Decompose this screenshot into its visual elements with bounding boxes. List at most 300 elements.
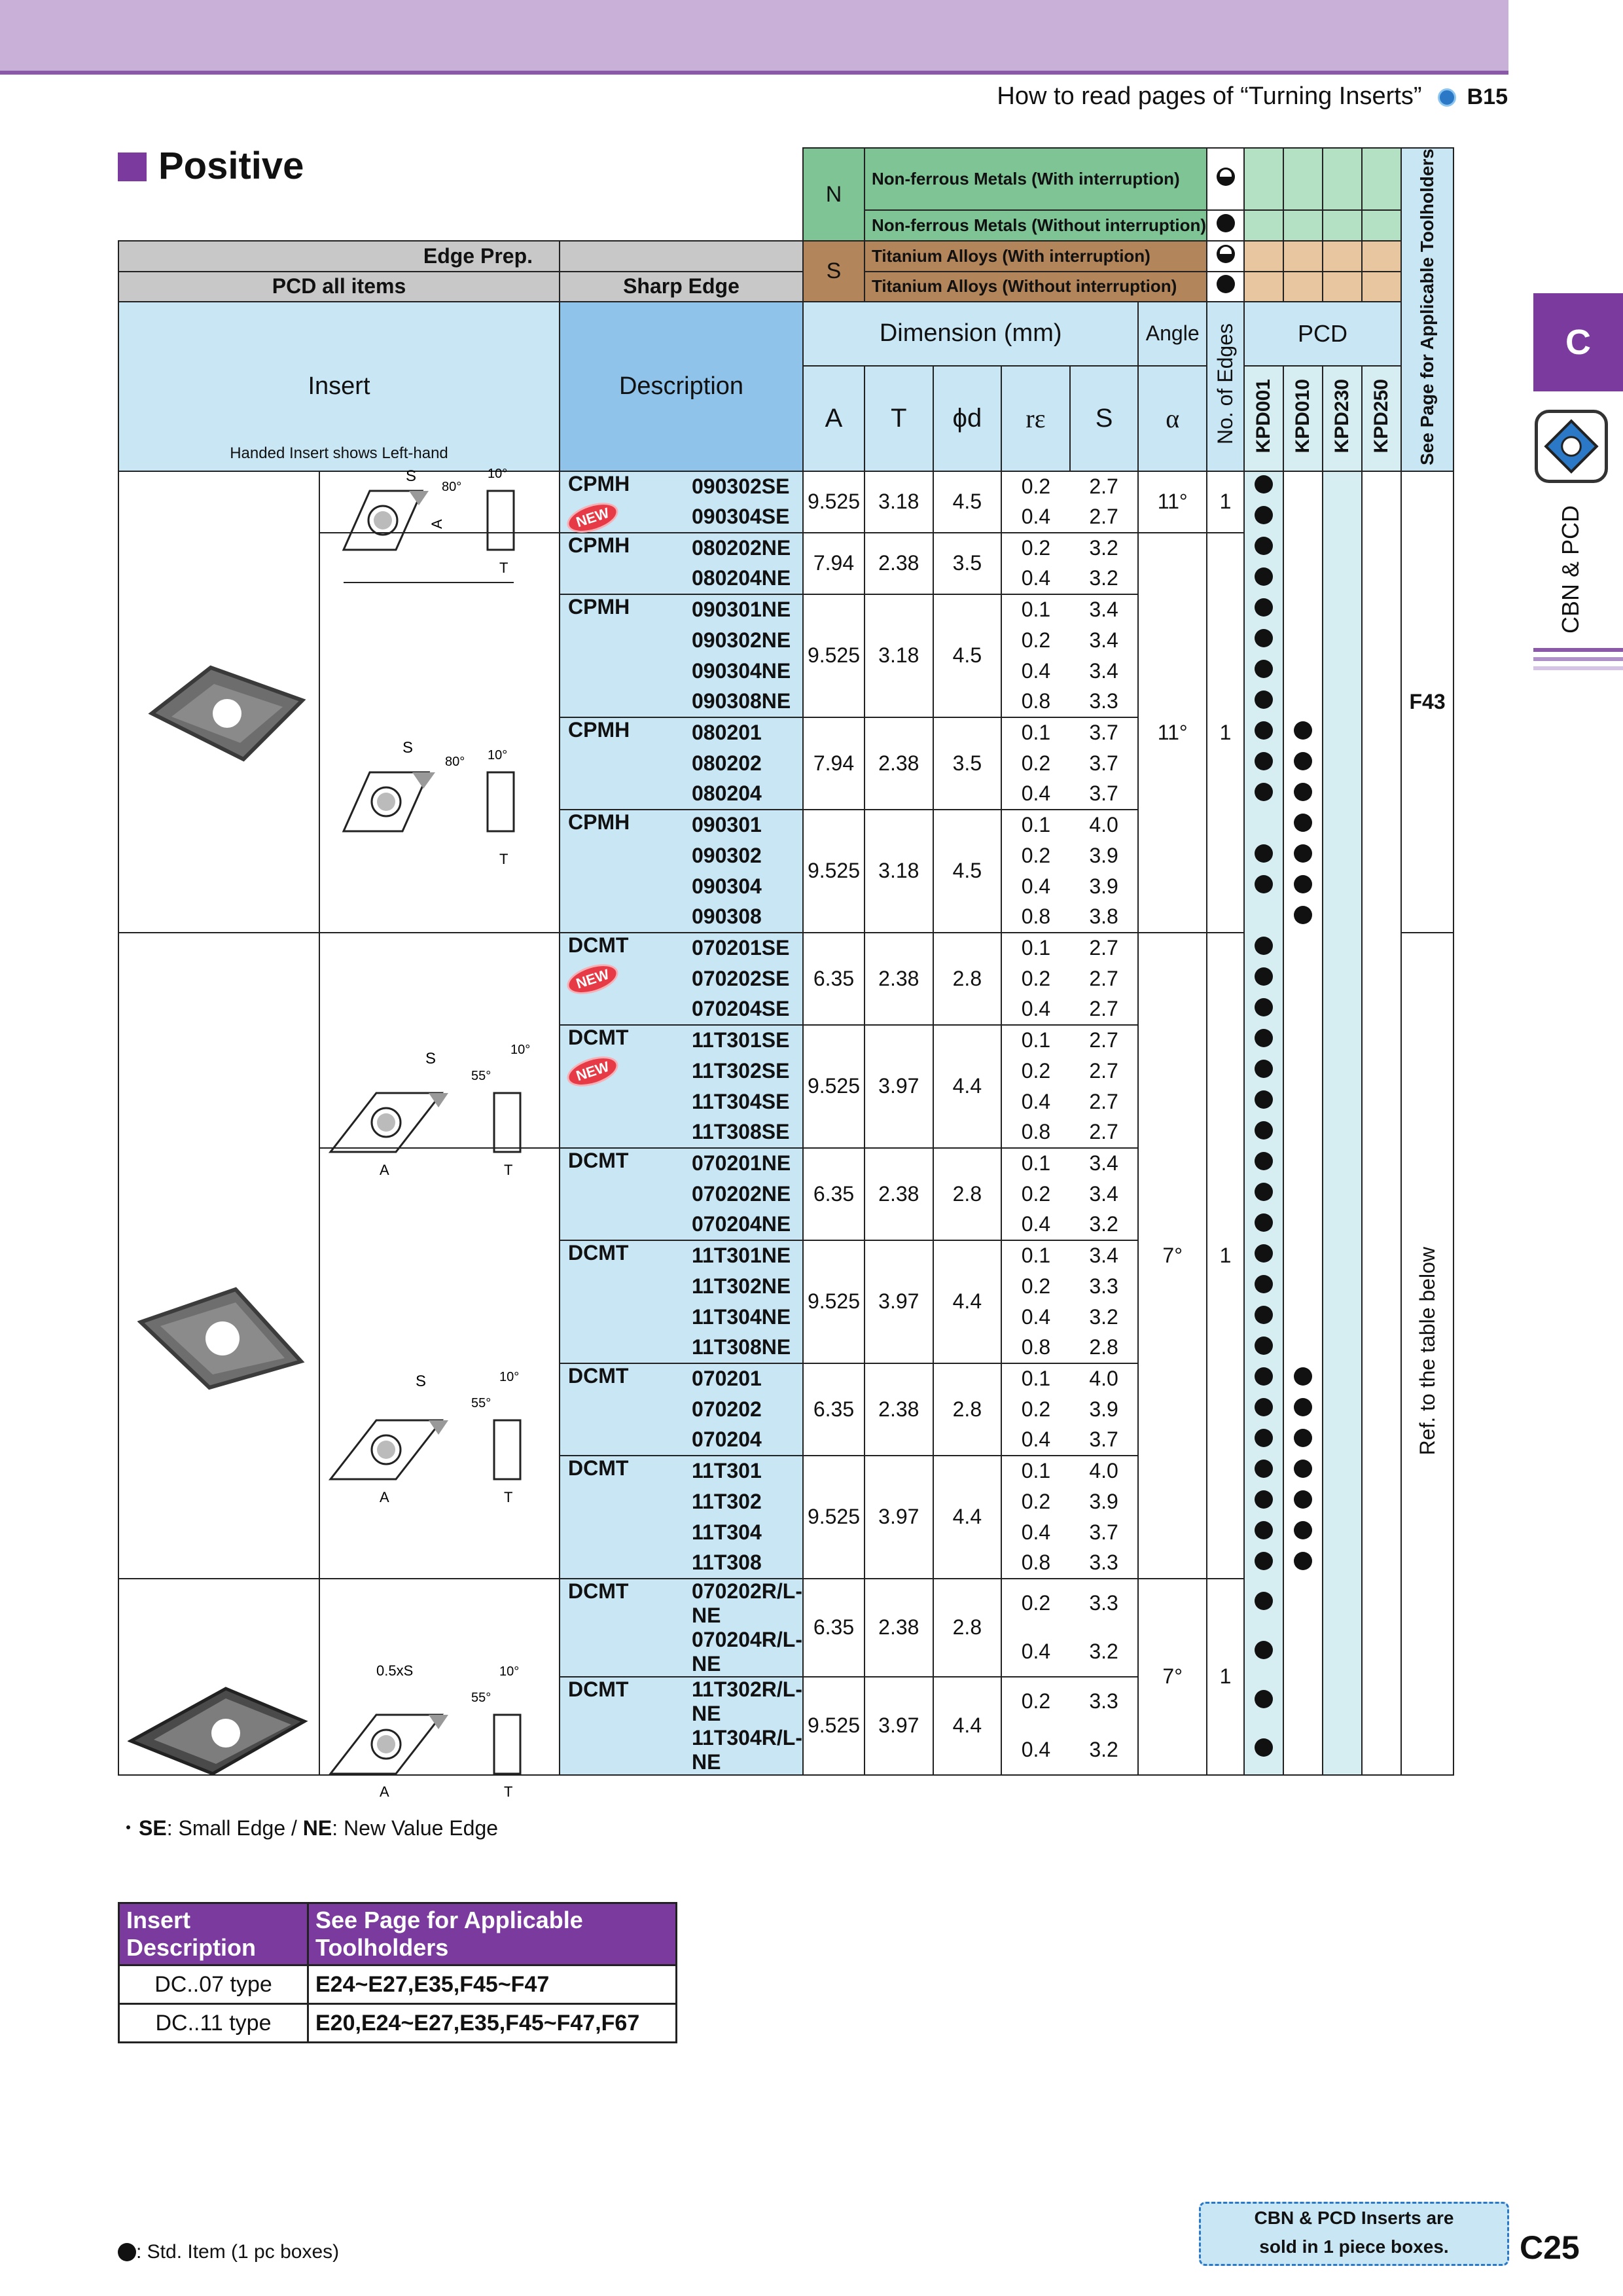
full-dot-icon xyxy=(1255,998,1273,1016)
series-cell xyxy=(560,902,684,933)
grade-cell xyxy=(1323,1333,1362,1363)
code-cell: 070201NE xyxy=(684,1148,803,1179)
svg-text:55°: 55° xyxy=(471,1069,491,1083)
grade-cell xyxy=(1362,502,1401,533)
how-to-read-link[interactable] xyxy=(997,82,1508,111)
grade-cell xyxy=(1323,1517,1362,1548)
full-dot-icon xyxy=(1255,1275,1273,1293)
dim-re: 0.4 xyxy=(1001,994,1070,1025)
grade-cell xyxy=(1283,779,1323,810)
full-dot-icon xyxy=(1294,721,1312,740)
grade-cell xyxy=(1323,471,1362,502)
dim-s: 3.7 xyxy=(1070,1517,1139,1548)
series-cell xyxy=(560,1726,684,1775)
grade-cell xyxy=(1283,933,1323,963)
ref-insert: DC..11 type xyxy=(119,2004,308,2043)
dim-re: 0.4 xyxy=(1001,779,1070,810)
col-t: T xyxy=(865,366,933,471)
series-cell: CPMH xyxy=(560,810,684,840)
dim-re: 0.4 xyxy=(1001,502,1070,533)
grade-cell xyxy=(1362,1677,1401,1726)
grade-cell xyxy=(1283,1394,1323,1425)
grade-cell xyxy=(1323,1271,1362,1302)
grade-cell xyxy=(1283,1302,1323,1333)
grade-cell xyxy=(1362,1548,1401,1579)
code-cell: 070202R/L-NE xyxy=(684,1579,803,1628)
dim-re: 0.2 xyxy=(1001,1271,1070,1302)
dim-s: 4.0 xyxy=(1070,810,1139,840)
handed-note: Handed Insert shows Left-hand xyxy=(230,444,448,462)
dim-t: 3.97 xyxy=(865,1677,933,1775)
grade-cell xyxy=(1323,840,1362,871)
code-cell: 070204SE xyxy=(684,994,803,1025)
new-badge: NEW xyxy=(566,961,620,998)
drawing-cpmh-ne xyxy=(330,726,546,877)
angle-cell: 7° xyxy=(1138,1579,1207,1775)
series-cell xyxy=(560,840,684,871)
dim-a: 9.525 xyxy=(803,810,865,933)
grade-cell xyxy=(1362,1333,1401,1363)
series-cell: CPMH xyxy=(560,717,684,748)
grade-header: KPD010 xyxy=(1283,366,1323,471)
grade-cell xyxy=(1283,748,1323,779)
grade-cell xyxy=(1323,779,1362,810)
code-cell: 090302SE xyxy=(684,471,803,502)
grade-cell xyxy=(1283,1677,1323,1726)
grade-cell xyxy=(1362,1579,1401,1628)
full-dot-icon xyxy=(1255,1490,1273,1509)
svg-text:55°: 55° xyxy=(471,1691,491,1705)
dim-s: 3.2 xyxy=(1070,1628,1139,1677)
grade-cell xyxy=(1283,1210,1323,1240)
grade-cell xyxy=(1283,1025,1323,1056)
grade-cell xyxy=(1362,994,1401,1025)
dim-re: 0.4 xyxy=(1001,1628,1070,1677)
grade-cell xyxy=(1362,1363,1401,1394)
ref-pages: E24~E27,E35,F45~F47 xyxy=(308,1965,677,2004)
dim-d: 2.8 xyxy=(933,1579,1002,1677)
dim-re: 0.4 xyxy=(1001,1517,1070,1548)
series-cell: DCMT xyxy=(560,1579,684,1628)
grade-cell xyxy=(1362,1302,1401,1333)
full-dot-icon xyxy=(1255,721,1273,740)
grade-cell xyxy=(1323,1548,1362,1579)
dim-re: 0.1 xyxy=(1001,1025,1070,1056)
grade-cell xyxy=(1362,717,1401,748)
material-label: Titanium Alloys (Without interruption) xyxy=(865,272,1207,302)
svg-text:80°: 80° xyxy=(445,755,465,769)
grade-cell xyxy=(1323,810,1362,840)
dim-re: 0.4 xyxy=(1001,1086,1070,1117)
code-cell: 090304 xyxy=(684,871,803,902)
code-cell: 090304NE xyxy=(684,656,803,687)
grade-header: KPD250 xyxy=(1362,366,1401,471)
dim-t: 2.38 xyxy=(865,1148,933,1240)
drawing-cpmh-se xyxy=(330,452,546,596)
code-cell: 090302 xyxy=(684,840,803,871)
dim-a: 6.35 xyxy=(803,1363,865,1456)
full-dot-icon xyxy=(1217,214,1235,232)
code-cell: 090308NE xyxy=(684,687,803,717)
dim-s: 3.8 xyxy=(1070,902,1139,933)
grade-cell xyxy=(1283,564,1323,594)
ref-insert: DC..07 type xyxy=(119,1965,308,2004)
grade-cell xyxy=(1244,1456,1283,1486)
dim-re: 0.4 xyxy=(1001,1726,1070,1775)
code-cell: 070201SE xyxy=(684,933,803,963)
grade-cell xyxy=(1244,810,1283,840)
edge-footnote: ・SE: Small Edge / NE: New Value Edge xyxy=(118,1816,499,1840)
dim-s: 3.3 xyxy=(1070,1548,1139,1579)
svg-text:T: T xyxy=(499,851,508,867)
dim-re: 0.1 xyxy=(1001,1240,1070,1271)
code-cell: 070204NE xyxy=(684,1210,803,1240)
grade-cell xyxy=(1244,656,1283,687)
grade-cell xyxy=(1244,1148,1283,1179)
grade-cell xyxy=(1283,1579,1323,1628)
box-note: CBN & PCD Inserts are sold in 1 piece boxes. xyxy=(1199,2202,1509,2266)
series-cell xyxy=(560,1179,684,1210)
grade-cell xyxy=(1323,1210,1362,1240)
grade-cell xyxy=(1283,1456,1323,1486)
toolholder-ref-table xyxy=(118,1902,677,2043)
grade-cell xyxy=(1244,687,1283,717)
grade-cell xyxy=(1244,1628,1283,1677)
series-cell xyxy=(560,1517,684,1548)
grade-cell xyxy=(1283,871,1323,902)
series-cell: CPMH xyxy=(560,471,684,502)
dim-re: 0.8 xyxy=(1001,687,1070,717)
dim-s: 2.8 xyxy=(1070,1333,1139,1363)
full-dot-icon xyxy=(118,2243,136,2261)
edges-cell: 1 xyxy=(1207,533,1244,933)
full-dot-icon xyxy=(1294,1398,1312,1416)
svg-text:T: T xyxy=(499,560,508,576)
dim-a: 7.94 xyxy=(803,533,865,594)
grade-cell xyxy=(1283,1333,1323,1363)
insert-photo-cell xyxy=(118,933,319,1579)
angle-header: Angle xyxy=(1138,302,1207,367)
material-label: Non-ferrous Metals (With interruption) xyxy=(865,148,1207,210)
full-dot-icon xyxy=(1255,567,1273,586)
series-cell xyxy=(560,687,684,717)
code-cell: 11T301 xyxy=(684,1456,803,1486)
dim-re: 0.1 xyxy=(1001,810,1070,840)
code-cell: 11T302 xyxy=(684,1486,803,1517)
dim-re: 0.2 xyxy=(1001,1179,1070,1210)
partial-dot-icon xyxy=(1217,245,1235,263)
code-cell: 11T304R/L-NE xyxy=(684,1726,803,1775)
dim-s: 2.7 xyxy=(1070,1086,1139,1117)
svg-text:A: A xyxy=(380,1784,389,1800)
grade-cell xyxy=(1323,594,1362,625)
grade-cell xyxy=(1323,1425,1362,1456)
series-cell xyxy=(560,564,684,594)
series-cell xyxy=(560,779,684,810)
svg-text:10°: 10° xyxy=(488,748,508,762)
grade-cell xyxy=(1244,779,1283,810)
dim-re: 0.2 xyxy=(1001,1677,1070,1726)
dim-d: 4.5 xyxy=(933,471,1002,533)
dim-re: 0.1 xyxy=(1001,1456,1070,1486)
full-dot-icon xyxy=(1255,875,1273,893)
grade-cell xyxy=(1283,1056,1323,1086)
grade-cell xyxy=(1283,1117,1323,1148)
grade-cell xyxy=(1244,717,1283,748)
series-cell: DCMT xyxy=(560,1677,684,1726)
dim-re: 0.2 xyxy=(1001,1056,1070,1086)
grade-cell xyxy=(1244,933,1283,963)
grade-cell xyxy=(1362,1726,1401,1775)
dim-t: 3.18 xyxy=(865,810,933,933)
dim-s: 3.2 xyxy=(1070,1726,1139,1775)
dim-re: 0.2 xyxy=(1001,840,1070,871)
dim-re: 0.2 xyxy=(1001,1579,1070,1628)
grade-cell xyxy=(1244,1056,1283,1086)
grade-cell xyxy=(1362,1628,1401,1677)
grade-cell xyxy=(1362,533,1401,564)
code-cell: 090308 xyxy=(684,902,803,933)
angle-cell: 11° xyxy=(1138,471,1207,533)
grade-cell xyxy=(1244,1086,1283,1117)
series-cell xyxy=(560,871,684,902)
grade-cell xyxy=(1362,656,1401,687)
grade-cell xyxy=(1323,1025,1362,1056)
dimension-header: Dimension (mm) xyxy=(803,302,1138,367)
grade-cell xyxy=(1323,871,1362,902)
series-cell xyxy=(560,625,684,656)
dim-d: 4.4 xyxy=(933,1456,1002,1579)
grade-cell xyxy=(1323,994,1362,1025)
dim-t: 2.38 xyxy=(865,933,933,1025)
dim-re: 0.1 xyxy=(1001,1363,1070,1394)
grade-cell xyxy=(1362,687,1401,717)
see-page-header: See Page for Applicable Toolholders xyxy=(1401,148,1454,471)
grade-cell xyxy=(1323,1086,1362,1117)
grade-header: KPD230 xyxy=(1323,366,1362,471)
dim-re: 0.8 xyxy=(1001,1548,1070,1579)
series-cell xyxy=(560,1302,684,1333)
grade-cell xyxy=(1244,1394,1283,1425)
howto-ref: B15 xyxy=(1467,84,1508,109)
dim-s: 4.0 xyxy=(1070,1363,1139,1394)
dim-s: 3.4 xyxy=(1070,1148,1139,1179)
grade-cell xyxy=(1323,748,1362,779)
full-dot-icon xyxy=(1255,1183,1273,1201)
dim-d: 4.5 xyxy=(933,594,1002,717)
code-cell: 090301 xyxy=(684,810,803,840)
series-cell xyxy=(560,1056,684,1086)
code-cell: 070202SE xyxy=(684,963,803,994)
grade-cell xyxy=(1244,1677,1283,1726)
code-cell: 11T304NE xyxy=(684,1302,803,1333)
full-dot-icon xyxy=(1255,1367,1273,1386)
dim-s: 3.2 xyxy=(1070,1302,1139,1333)
dim-t: 3.18 xyxy=(865,471,933,533)
grade-cell xyxy=(1323,1486,1362,1517)
full-dot-icon xyxy=(1255,1592,1273,1610)
pcd-all-items: PCD all items xyxy=(118,272,560,302)
dim-s: 4.0 xyxy=(1070,1456,1139,1486)
full-dot-icon xyxy=(1294,1552,1312,1570)
dim-s: 3.9 xyxy=(1070,840,1139,871)
grade-cell xyxy=(1244,1117,1283,1148)
grade-cell xyxy=(1283,1425,1323,1456)
chapter-tab[interactable]: C xyxy=(1533,293,1623,391)
dim-a: 9.525 xyxy=(803,1025,865,1148)
grade-cell xyxy=(1323,1579,1362,1628)
grade-cell xyxy=(1362,779,1401,810)
grade-cell xyxy=(1323,533,1362,564)
insert-photo-dcmt xyxy=(137,1283,308,1394)
full-dot-icon xyxy=(1255,475,1273,493)
dim-re: 0.2 xyxy=(1001,963,1070,994)
dim-t: 3.97 xyxy=(865,1456,933,1579)
grade-cell xyxy=(1323,1056,1362,1086)
grade-cell xyxy=(1283,1486,1323,1517)
grade-cell xyxy=(1244,1333,1283,1363)
dim-d: 3.5 xyxy=(933,717,1002,810)
grade-cell xyxy=(1244,1486,1283,1517)
material-group-s: S xyxy=(803,241,865,302)
dim-s: 3.2 xyxy=(1070,1210,1139,1240)
grade-cell xyxy=(1244,1579,1283,1628)
code-cell: 070201 xyxy=(684,1363,803,1394)
series-cell xyxy=(560,748,684,779)
grade-cell xyxy=(1244,1210,1283,1240)
table-row xyxy=(118,471,1454,502)
grade-cell xyxy=(1362,1240,1401,1271)
table-row xyxy=(118,933,1454,963)
full-dot-icon xyxy=(1255,1738,1273,1757)
dim-re: 0.8 xyxy=(1001,1333,1070,1363)
full-dot-icon xyxy=(1255,629,1273,647)
code-cell: 080204 xyxy=(684,779,803,810)
code-cell: 11T301NE xyxy=(684,1240,803,1271)
dim-s: 3.3 xyxy=(1070,1677,1139,1726)
grade-cell xyxy=(1244,963,1283,994)
series-cell xyxy=(560,1086,684,1117)
series-cell xyxy=(560,1548,684,1579)
grade-cell xyxy=(1362,1056,1401,1086)
svg-text:0.5xS: 0.5xS xyxy=(376,1662,414,1679)
full-dot-icon xyxy=(1255,598,1273,617)
series-cell xyxy=(560,656,684,687)
grade-cell xyxy=(1362,748,1401,779)
grade-header: KPD001 xyxy=(1244,366,1283,471)
col-d: ϕd xyxy=(933,366,1002,471)
grade-cell xyxy=(1323,564,1362,594)
grade-cell xyxy=(1362,933,1401,963)
dim-re: 0.4 xyxy=(1001,1302,1070,1333)
code-cell: 070204R/L-NE xyxy=(684,1628,803,1677)
full-dot-icon xyxy=(1255,1152,1273,1170)
col-a: A xyxy=(803,366,865,471)
code-cell: 080202NE xyxy=(684,533,803,564)
series-cell xyxy=(560,1486,684,1517)
grade-cell xyxy=(1323,625,1362,656)
chapter-lines xyxy=(1533,648,1623,675)
description-header: Description xyxy=(560,302,803,471)
dim-a: 6.35 xyxy=(803,933,865,1025)
dim-s: 3.4 xyxy=(1070,1240,1139,1271)
dim-s: 3.7 xyxy=(1070,717,1139,748)
grade-cell xyxy=(1244,748,1283,779)
full-dot-icon xyxy=(1255,1060,1273,1078)
dim-s: 3.3 xyxy=(1070,1579,1139,1628)
dim-re: 0.4 xyxy=(1001,564,1070,594)
grade-cell xyxy=(1283,1726,1323,1775)
grade-cell xyxy=(1244,1517,1283,1548)
dim-a: 7.94 xyxy=(803,717,865,810)
svg-text:S: S xyxy=(406,467,417,485)
grade-cell xyxy=(1244,533,1283,564)
dim-s: 3.9 xyxy=(1070,1486,1139,1517)
full-dot-icon xyxy=(1294,1429,1312,1447)
series-cell: DCMT xyxy=(560,933,684,963)
dim-a: 9.525 xyxy=(803,1677,865,1775)
code-cell: 11T301SE xyxy=(684,1025,803,1056)
dim-t: 3.18 xyxy=(865,594,933,717)
series-cell: DCMT xyxy=(560,1240,684,1271)
code-cell: 11T308SE xyxy=(684,1117,803,1148)
partial-dot-icon xyxy=(1217,168,1235,186)
dim-re: 0.4 xyxy=(1001,871,1070,902)
code-cell: 11T308NE xyxy=(684,1333,803,1363)
col-s: S xyxy=(1070,366,1139,471)
dim-re: 0.4 xyxy=(1001,1210,1070,1240)
new-badge: NEW xyxy=(566,499,620,536)
grade-cell xyxy=(1362,963,1401,994)
grade-cell xyxy=(1362,840,1401,871)
grade-cell xyxy=(1362,1117,1401,1148)
dim-s: 2.7 xyxy=(1070,1056,1139,1086)
grade-cell xyxy=(1362,871,1401,902)
full-dot-icon xyxy=(1255,1641,1273,1659)
toolholder-ref-cell: F43 xyxy=(1401,471,1454,933)
dim-t: 2.38 xyxy=(865,1579,933,1677)
ref-header-1: Insert Description xyxy=(119,1903,308,1965)
svg-text:10°: 10° xyxy=(499,1664,520,1679)
dim-s: 3.3 xyxy=(1070,687,1139,717)
dim-d: 2.8 xyxy=(933,1148,1002,1240)
dim-d: 4.5 xyxy=(933,810,1002,933)
grade-cell xyxy=(1323,1179,1362,1210)
series-cell: DCMT xyxy=(560,1025,684,1056)
howto-text: How to read pages of “Turning Inserts” xyxy=(997,82,1422,110)
grade-cell xyxy=(1362,1456,1401,1486)
grade-cell xyxy=(1362,1179,1401,1210)
grade-cell xyxy=(1244,902,1283,933)
grade-cell xyxy=(1244,994,1283,1025)
grade-cell xyxy=(1323,717,1362,748)
full-dot-icon xyxy=(1294,1367,1312,1386)
full-dot-icon xyxy=(1294,875,1312,893)
svg-text:A: A xyxy=(429,519,445,529)
dim-re: 0.2 xyxy=(1001,1486,1070,1517)
new-badge: NEW xyxy=(566,1054,620,1090)
col-re: rε xyxy=(1001,366,1070,471)
full-dot-icon xyxy=(1255,1398,1273,1416)
insert-photo-dcmt-handed xyxy=(128,1682,311,1787)
full-dot-icon xyxy=(1255,1460,1273,1478)
dim-t: 2.38 xyxy=(865,717,933,810)
dim-s: 3.2 xyxy=(1070,564,1139,594)
code-cell: 090301NE xyxy=(684,594,803,625)
series-cell: CPMH xyxy=(560,533,684,564)
dim-d: 4.4 xyxy=(933,1677,1002,1775)
grade-cell xyxy=(1244,840,1283,871)
